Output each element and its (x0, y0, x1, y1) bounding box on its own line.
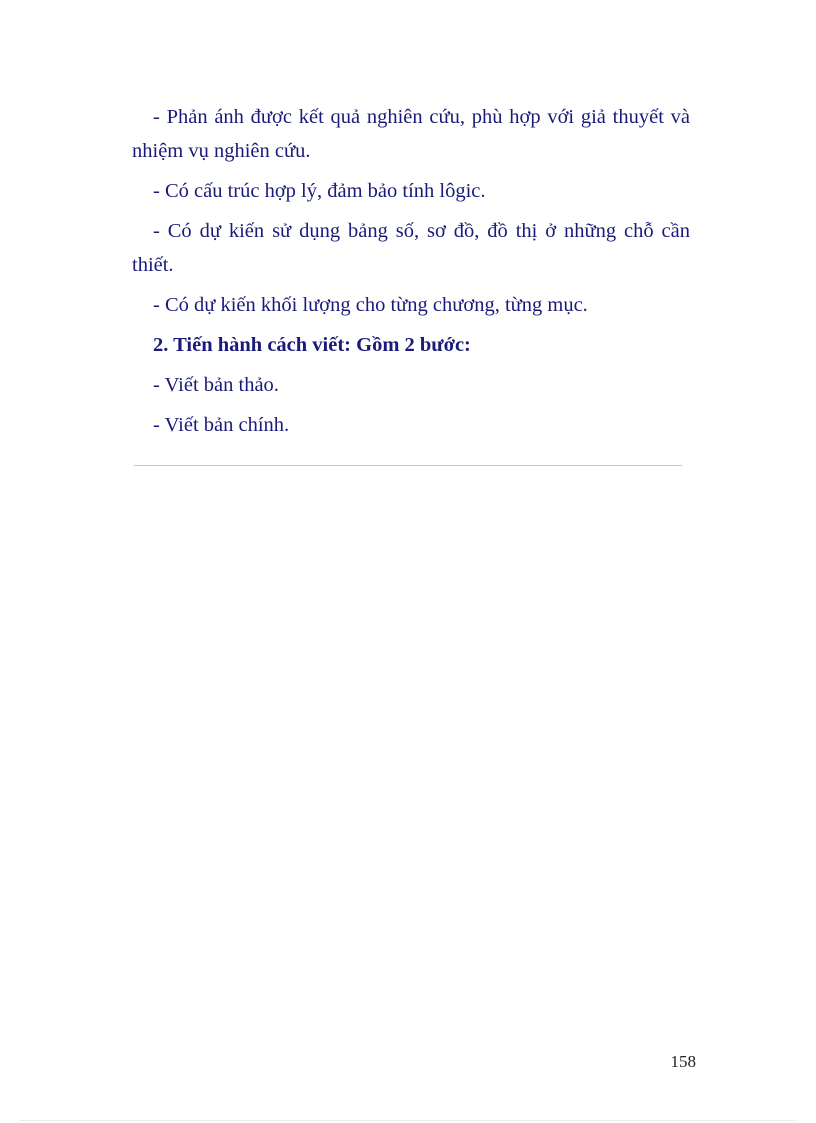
page-bottom-rule (20, 1120, 796, 1121)
section-divider (134, 465, 682, 466)
bullet-paragraph-tables: - Có dự kiến sử dụng bảng số, sơ đồ, đồ thị ở những chỗ cần thiết. (132, 220, 690, 276)
bullet-paragraph-final: - Viết bản chính. (153, 414, 290, 436)
bullet-paragraph-volume: - Có dự kiến khối lượng cho từng chương, từng mục. (153, 294, 588, 316)
bullet-paragraph-results: - Phản ánh được kết quả nghiên cứu, phù hợp với giả thuyết và nhiệm vụ nghiên cứu. (132, 106, 690, 162)
section-heading: 2. Tiến hành cách viết: Gồm 2 bước: (153, 334, 471, 356)
page-number: 158 (670, 1052, 696, 1071)
bullet-paragraph-structure: - Có cấu trúc hợp lý, đảm bảo tính lôgic. (153, 180, 486, 202)
document-body (132, 100, 690, 448)
bullet-paragraph-draft: - Viết bản thảo. (153, 374, 279, 396)
